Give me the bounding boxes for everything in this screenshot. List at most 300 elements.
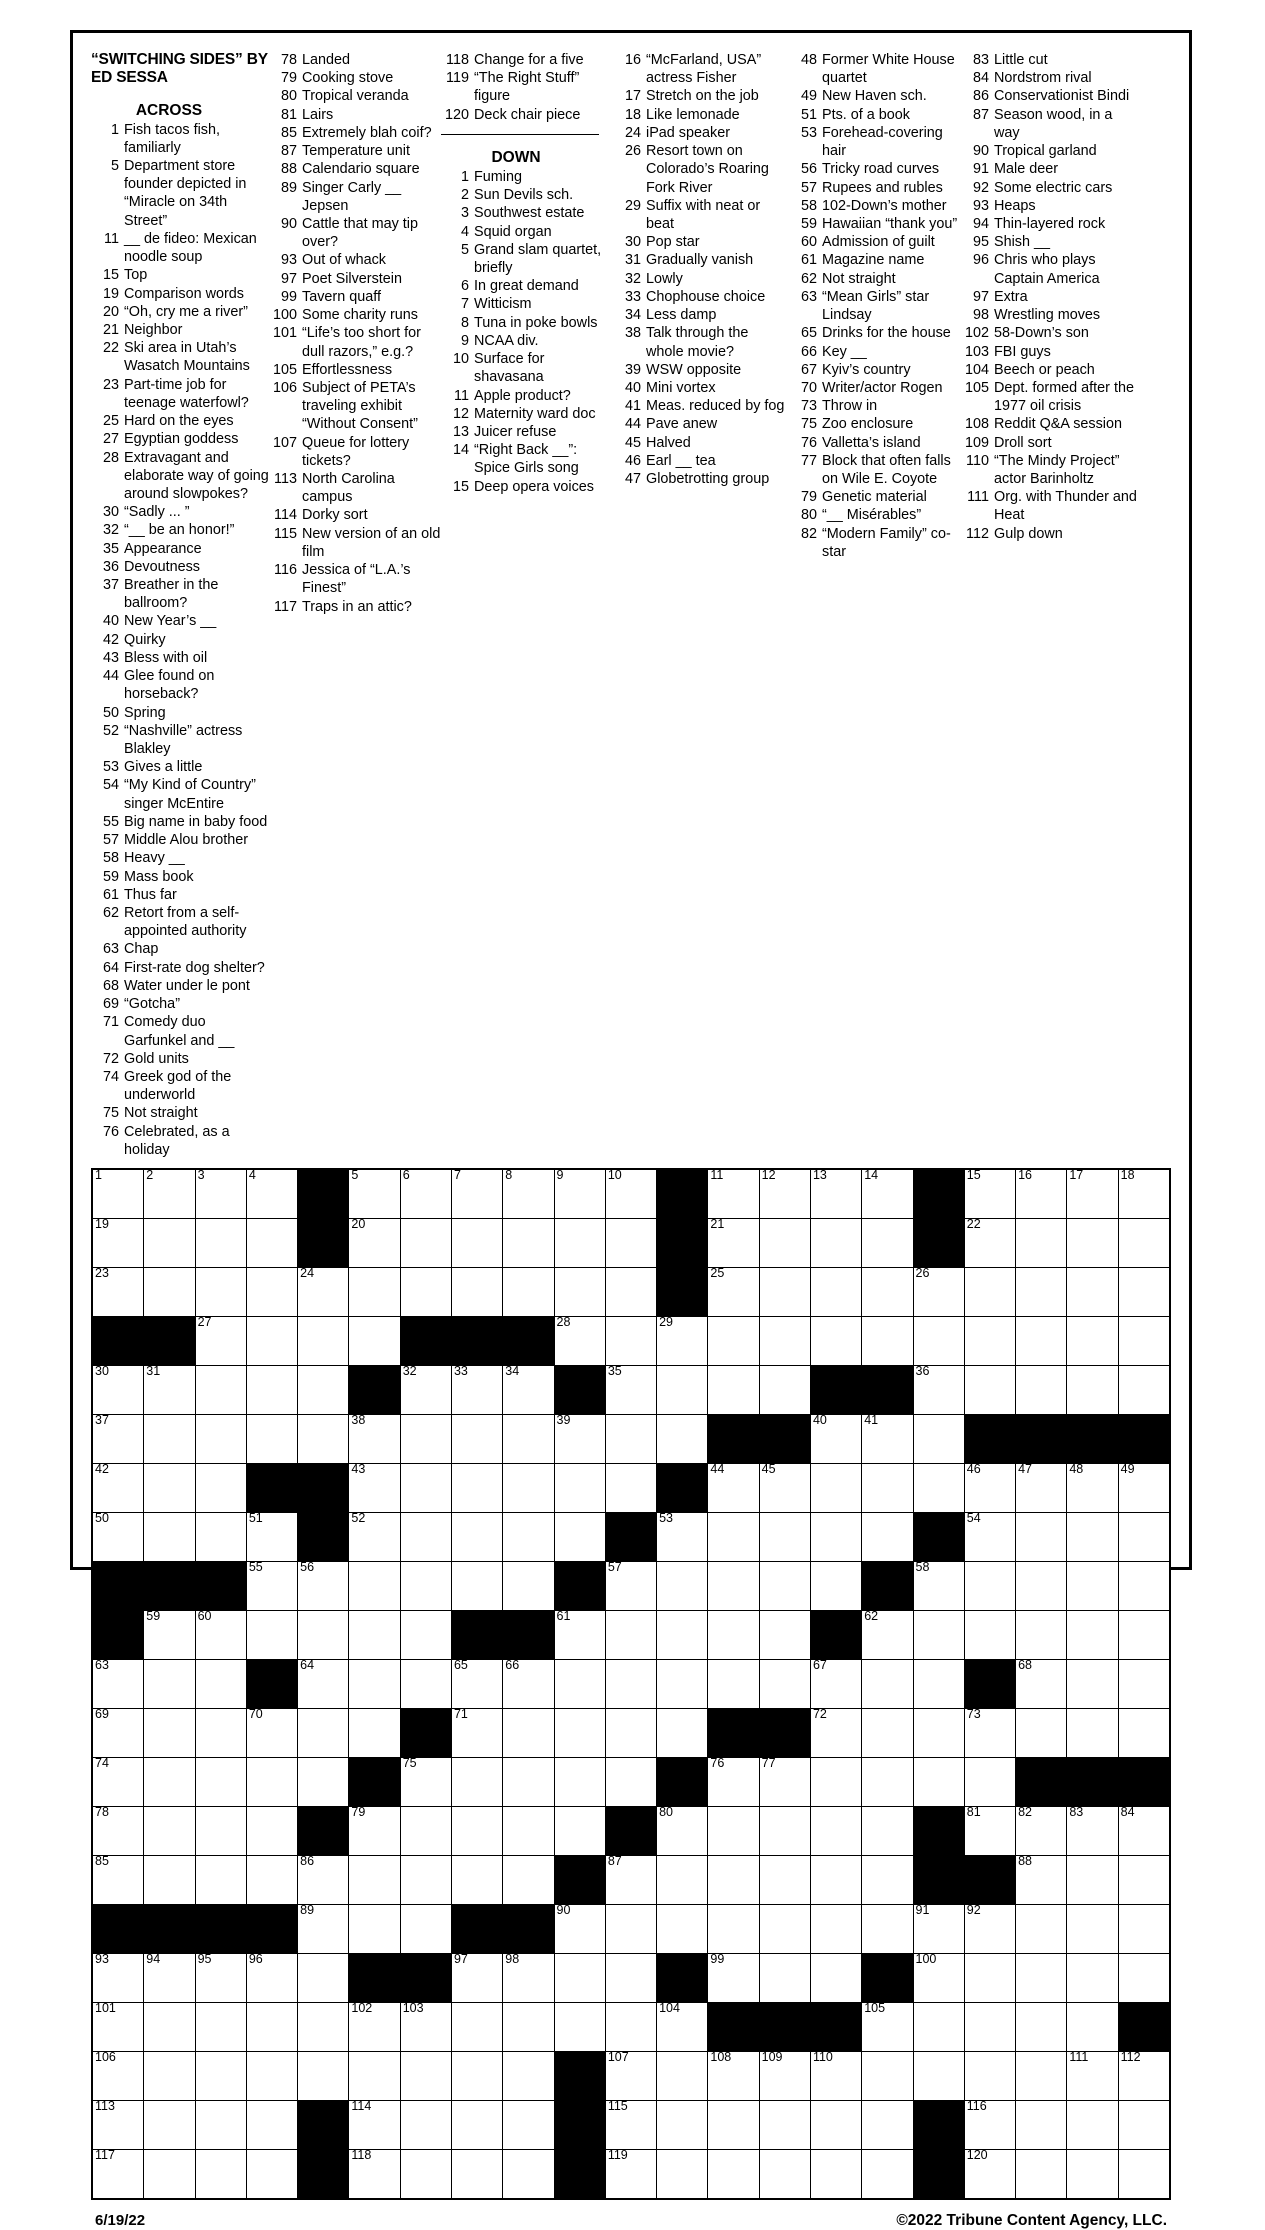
grid-cell[interactable] (1118, 1856, 1170, 1905)
clue-across-30[interactable] (91, 503, 269, 521)
grid-cell[interactable] (964, 2150, 1015, 2200)
clue-across-50[interactable] (91, 704, 269, 722)
clue-across-43[interactable] (91, 649, 269, 667)
grid-cell[interactable] (144, 2150, 195, 2200)
clue-across-22[interactable] (91, 339, 269, 375)
grid-cell[interactable] (400, 2101, 451, 2150)
grid-cell[interactable] (246, 1169, 297, 1219)
grid-cell[interactable] (92, 2003, 144, 2052)
grid-cell[interactable] (810, 1660, 861, 1709)
grid-cell[interactable] (810, 1169, 861, 1219)
grid-cell[interactable] (810, 2052, 861, 2101)
clue-across-20[interactable] (91, 303, 269, 321)
grid-cell[interactable] (862, 1758, 913, 1807)
grid-cell[interactable] (913, 1366, 964, 1415)
grid-cell[interactable] (503, 1807, 554, 1856)
grid-cell[interactable] (964, 2052, 1015, 2101)
grid-cell[interactable] (451, 1415, 502, 1464)
grid-cell[interactable] (246, 2101, 297, 2150)
grid-cell[interactable] (657, 2052, 708, 2101)
grid-cell[interactable] (451, 1856, 502, 1905)
grid-cell[interactable] (1016, 1169, 1067, 1219)
grid-cell[interactable] (195, 2150, 246, 2200)
grid-cell[interactable] (759, 1317, 810, 1366)
grid-cell[interactable] (657, 1856, 708, 1905)
grid-cell[interactable] (246, 1415, 297, 1464)
clue-across-27[interactable] (91, 430, 269, 448)
clue-down-6[interactable] (441, 277, 613, 295)
grid-cell[interactable] (246, 2150, 297, 2200)
clue-down-67[interactable] (789, 361, 961, 379)
grid-cell[interactable] (913, 1954, 964, 2003)
clue-across-57[interactable] (91, 831, 269, 849)
grid-cell[interactable] (246, 1268, 297, 1317)
grid-cell[interactable] (657, 1415, 708, 1464)
grid-cell[interactable] (1016, 2101, 1067, 2150)
grid-cell[interactable] (605, 1611, 656, 1660)
grid-cell[interactable] (144, 1709, 195, 1758)
grid-cell[interactable] (503, 1856, 554, 1905)
grid-cell[interactable] (964, 1464, 1015, 1513)
grid-cell[interactable] (144, 2003, 195, 2052)
grid-cell[interactable] (1016, 1513, 1067, 1562)
clue-across-15[interactable] (91, 266, 269, 284)
grid-cell[interactable] (349, 2052, 400, 2101)
grid-cell[interactable] (451, 1660, 502, 1709)
grid-cell[interactable] (657, 2003, 708, 2052)
clue-down-95[interactable] (961, 233, 1137, 251)
grid-cell[interactable] (554, 1758, 605, 1807)
grid-cell[interactable] (1067, 2052, 1118, 2101)
grid-cell[interactable] (298, 1415, 349, 1464)
grid-cell[interactable] (708, 1562, 759, 1611)
grid-cell[interactable] (810, 1317, 861, 1366)
grid-cell[interactable] (708, 1611, 759, 1660)
clue-down-15[interactable] (441, 478, 613, 496)
grid-cell[interactable] (964, 1905, 1015, 1954)
clue-across-85[interactable] (269, 124, 441, 142)
grid-cell[interactable] (298, 1317, 349, 1366)
grid-cell[interactable] (1118, 2101, 1170, 2150)
grid-cell[interactable] (195, 1464, 246, 1513)
grid-cell[interactable] (708, 1856, 759, 1905)
grid-cell[interactable] (862, 2052, 913, 2101)
grid-cell[interactable] (451, 2052, 502, 2101)
clue-down-86[interactable] (961, 87, 1137, 105)
grid-cell[interactable] (1067, 1611, 1118, 1660)
grid-cell[interactable] (964, 1954, 1015, 2003)
grid-cell[interactable] (451, 1464, 502, 1513)
clue-across-72[interactable] (91, 1050, 269, 1068)
grid-cell[interactable] (1067, 1562, 1118, 1611)
grid-cell[interactable] (400, 1905, 451, 1954)
grid-cell[interactable] (708, 1807, 759, 1856)
clue-down-61[interactable] (789, 251, 961, 269)
grid-cell[interactable] (195, 1268, 246, 1317)
clue-across-44[interactable] (91, 667, 269, 703)
clue-across-28[interactable] (91, 449, 269, 504)
grid-cell[interactable] (400, 1611, 451, 1660)
grid-cell[interactable] (1118, 1562, 1170, 1611)
grid-cell[interactable] (195, 1366, 246, 1415)
grid-cell[interactable] (195, 1709, 246, 1758)
clue-down-48[interactable] (789, 51, 961, 87)
grid-cell[interactable] (144, 2101, 195, 2150)
grid-cell[interactable] (1067, 1709, 1118, 1758)
clue-across-120[interactable] (441, 106, 613, 124)
grid-cell[interactable] (400, 1807, 451, 1856)
grid-cell[interactable] (759, 1366, 810, 1415)
grid-cell[interactable] (1067, 1464, 1118, 1513)
clue-down-39[interactable] (613, 361, 789, 379)
grid-cell[interactable] (1016, 1660, 1067, 1709)
grid-cell[interactable] (92, 1660, 144, 1709)
clue-across-114[interactable] (269, 506, 441, 524)
grid-cell[interactable] (400, 1660, 451, 1709)
grid-cell[interactable] (964, 1758, 1015, 1807)
clue-down-58[interactable] (789, 197, 961, 215)
clue-across-63[interactable] (91, 940, 269, 958)
grid-cell[interactable] (964, 1513, 1015, 1562)
grid-cell[interactable] (1016, 1317, 1067, 1366)
grid-cell[interactable] (451, 1954, 502, 2003)
grid-cell[interactable] (1118, 1905, 1170, 1954)
grid-cell[interactable] (862, 1660, 913, 1709)
grid-cell[interactable] (810, 1268, 861, 1317)
grid-cell[interactable] (451, 1219, 502, 1268)
grid-cell[interactable] (708, 1660, 759, 1709)
grid-cell[interactable] (554, 2003, 605, 2052)
clue-down-76[interactable] (789, 434, 961, 452)
grid-cell[interactable] (554, 1513, 605, 1562)
grid-cell[interactable] (1118, 1660, 1170, 1709)
clue-across-106[interactable] (269, 379, 441, 434)
grid-cell[interactable] (759, 1807, 810, 1856)
grid-cell[interactable] (913, 1611, 964, 1660)
grid-cell[interactable] (554, 1317, 605, 1366)
clue-across-5[interactable] (91, 157, 269, 230)
clue-down-31[interactable] (613, 251, 789, 269)
grid-cell[interactable] (298, 1366, 349, 1415)
grid-cell[interactable] (1016, 1268, 1067, 1317)
clue-across-35[interactable] (91, 540, 269, 558)
clue-down-80[interactable] (789, 506, 961, 524)
grid-cell[interactable] (605, 2101, 656, 2150)
clue-across-80[interactable] (269, 87, 441, 105)
grid-cell[interactable] (759, 2150, 810, 2200)
grid-cell[interactable] (246, 1219, 297, 1268)
grid-cell[interactable] (657, 1366, 708, 1415)
clue-down-30[interactable] (613, 233, 789, 251)
grid-cell[interactable] (503, 1660, 554, 1709)
grid-cell[interactable] (1067, 1169, 1118, 1219)
grid-cell[interactable] (759, 1905, 810, 1954)
grid-cell[interactable] (92, 1169, 144, 1219)
clue-down-56[interactable] (789, 160, 961, 178)
grid-cell[interactable] (605, 2052, 656, 2101)
grid-cell[interactable] (503, 1169, 554, 1219)
grid-cell[interactable] (964, 1611, 1015, 1660)
grid-cell[interactable] (708, 2150, 759, 2200)
grid-cell[interactable] (246, 2003, 297, 2052)
clue-down-110[interactable] (961, 452, 1137, 488)
grid-cell[interactable] (400, 1856, 451, 1905)
clue-down-83[interactable] (961, 51, 1137, 69)
grid-cell[interactable] (862, 1464, 913, 1513)
grid-cell[interactable] (92, 1807, 144, 1856)
grid-cell[interactable] (1118, 1611, 1170, 1660)
clue-down-32[interactable] (613, 270, 789, 288)
grid-cell[interactable] (913, 1660, 964, 1709)
clue-across-76[interactable] (91, 1123, 269, 1159)
grid-cell[interactable] (862, 1905, 913, 1954)
clue-across-53[interactable] (91, 758, 269, 776)
grid-cell[interactable] (349, 1268, 400, 1317)
grid-cell[interactable] (708, 1758, 759, 1807)
clue-across-79[interactable] (269, 69, 441, 87)
grid-cell[interactable] (605, 1366, 656, 1415)
grid-cell[interactable] (1067, 2003, 1118, 2052)
grid-cell[interactable] (708, 1954, 759, 2003)
clue-across-59[interactable] (91, 868, 269, 886)
grid-cell[interactable] (503, 1219, 554, 1268)
grid-cell[interactable] (964, 1169, 1015, 1219)
grid-cell[interactable] (195, 1611, 246, 1660)
grid-cell[interactable] (657, 1513, 708, 1562)
grid-cell[interactable] (246, 1954, 297, 2003)
clue-down-40[interactable] (613, 379, 789, 397)
grid-cell[interactable] (246, 1856, 297, 1905)
clue-down-51[interactable] (789, 106, 961, 124)
grid-cell[interactable] (246, 1317, 297, 1366)
grid-cell[interactable] (1118, 1807, 1170, 1856)
grid-cell[interactable] (964, 2101, 1015, 2150)
clue-down-47[interactable] (613, 470, 789, 488)
grid-cell[interactable] (554, 1464, 605, 1513)
clue-down-5[interactable] (441, 241, 613, 277)
clue-down-44[interactable] (613, 415, 789, 433)
grid-cell[interactable] (451, 1513, 502, 1562)
grid-cell[interactable] (349, 1513, 400, 1562)
grid-cell[interactable] (246, 1611, 297, 1660)
grid-cell[interactable] (1118, 1219, 1170, 1268)
clue-down-10[interactable] (441, 350, 613, 386)
clue-across-75[interactable] (91, 1104, 269, 1122)
grid-cell[interactable] (1016, 2003, 1067, 2052)
clue-across-89[interactable] (269, 179, 441, 215)
grid-cell[interactable] (298, 1856, 349, 1905)
grid-cell[interactable] (759, 1268, 810, 1317)
grid-cell[interactable] (400, 1513, 451, 1562)
grid-cell[interactable] (1067, 1807, 1118, 1856)
grid-cell[interactable] (605, 1562, 656, 1611)
grid-cell[interactable] (298, 1758, 349, 1807)
grid-cell[interactable] (144, 1415, 195, 1464)
grid-cell[interactable] (605, 1464, 656, 1513)
grid-cell[interactable] (92, 1268, 144, 1317)
grid-cell[interactable] (195, 1954, 246, 2003)
clue-down-11[interactable] (441, 387, 613, 405)
clue-across-23[interactable] (91, 376, 269, 412)
grid-cell[interactable] (862, 2150, 913, 2200)
grid-cell[interactable] (349, 1317, 400, 1366)
clue-down-84[interactable] (961, 69, 1137, 87)
clue-across-40[interactable] (91, 612, 269, 630)
grid-cell[interactable] (1016, 1562, 1067, 1611)
grid-cell[interactable] (1118, 1513, 1170, 1562)
grid-cell[interactable] (1118, 1954, 1170, 2003)
grid-cell[interactable] (810, 1513, 861, 1562)
grid-cell[interactable] (913, 2052, 964, 2101)
grid-cell[interactable] (144, 1169, 195, 1219)
grid-cell[interactable] (964, 2003, 1015, 2052)
grid-cell[interactable] (1016, 2150, 1067, 2200)
clue-down-103[interactable] (961, 343, 1137, 361)
grid-cell[interactable] (862, 1268, 913, 1317)
clue-across-78[interactable] (269, 51, 441, 69)
grid-cell[interactable] (810, 2150, 861, 2200)
grid-cell[interactable] (1016, 1954, 1067, 2003)
grid-cell[interactable] (862, 1317, 913, 1366)
grid-cell[interactable] (759, 1219, 810, 1268)
grid-cell[interactable] (349, 2150, 400, 2200)
clue-down-49[interactable] (789, 87, 961, 105)
grid-cell[interactable] (605, 1856, 656, 1905)
clue-across-32[interactable] (91, 521, 269, 539)
grid-cell[interactable] (92, 2101, 144, 2150)
clue-across-64[interactable] (91, 959, 269, 977)
grid-cell[interactable] (759, 1954, 810, 2003)
grid-cell[interactable] (810, 1758, 861, 1807)
clue-down-90[interactable] (961, 142, 1137, 160)
grid-cell[interactable] (605, 1905, 656, 1954)
grid-cell[interactable] (554, 1954, 605, 2003)
clue-down-1[interactable] (441, 168, 613, 186)
grid-cell[interactable] (964, 1562, 1015, 1611)
clue-across-93[interactable] (269, 251, 441, 269)
clue-down-108[interactable] (961, 415, 1137, 433)
grid-cell[interactable] (503, 1513, 554, 1562)
grid-cell[interactable] (708, 1169, 759, 1219)
clue-across-115[interactable] (269, 525, 441, 561)
grid-cell[interactable] (708, 1464, 759, 1513)
grid-cell[interactable] (913, 1709, 964, 1758)
grid-cell[interactable] (451, 1709, 502, 1758)
grid-cell[interactable] (708, 1219, 759, 1268)
clue-across-69[interactable] (91, 995, 269, 1013)
grid-cell[interactable] (349, 2101, 400, 2150)
clue-across-97[interactable] (269, 270, 441, 288)
clue-down-14[interactable] (441, 441, 613, 477)
grid-cell[interactable] (862, 1169, 913, 1219)
grid-cell[interactable] (144, 1219, 195, 1268)
grid-cell[interactable] (195, 1415, 246, 1464)
grid-cell[interactable] (657, 1905, 708, 1954)
clue-down-26[interactable] (613, 142, 789, 197)
grid-cell[interactable] (451, 1366, 502, 1415)
grid-cell[interactable] (349, 1464, 400, 1513)
clue-down-92[interactable] (961, 179, 1137, 197)
grid-cell[interactable] (92, 1758, 144, 1807)
grid-cell[interactable] (657, 2101, 708, 2150)
crossword-grid[interactable] (91, 1168, 1171, 2200)
grid-cell[interactable] (759, 1169, 810, 1219)
grid-cell[interactable] (1016, 1709, 1067, 1758)
clue-down-12[interactable] (441, 405, 613, 423)
grid-cell[interactable] (657, 1562, 708, 1611)
grid-cell[interactable] (1118, 1366, 1170, 1415)
clue-down-112[interactable] (961, 525, 1137, 543)
grid-cell[interactable] (92, 2150, 144, 2200)
clue-across-61[interactable] (91, 886, 269, 904)
grid-cell[interactable] (862, 1219, 913, 1268)
grid-cell[interactable] (1118, 1709, 1170, 1758)
grid-cell[interactable] (708, 2052, 759, 2101)
grid-cell[interactable] (298, 1954, 349, 2003)
clue-down-94[interactable] (961, 215, 1137, 233)
grid-cell[interactable] (862, 1415, 913, 1464)
grid-cell[interactable] (503, 1464, 554, 1513)
grid-cell[interactable] (144, 1464, 195, 1513)
grid-cell[interactable] (1067, 1660, 1118, 1709)
grid-cell[interactable] (298, 1660, 349, 1709)
clue-down-57[interactable] (789, 179, 961, 197)
grid-cell[interactable] (298, 2003, 349, 2052)
grid-cell[interactable] (1016, 1611, 1067, 1660)
grid-cell[interactable] (605, 1709, 656, 1758)
grid-cell[interactable] (554, 1169, 605, 1219)
grid-cell[interactable] (144, 1513, 195, 1562)
clue-across-105[interactable] (269, 361, 441, 379)
grid-cell[interactable] (246, 1562, 297, 1611)
grid-cell[interactable] (144, 1611, 195, 1660)
clue-across-62[interactable] (91, 904, 269, 940)
grid-cell[interactable] (657, 1317, 708, 1366)
grid-cell[interactable] (400, 2052, 451, 2101)
grid-cell[interactable] (1067, 1513, 1118, 1562)
clue-down-53[interactable] (789, 124, 961, 160)
grid-cell[interactable] (298, 1562, 349, 1611)
grid-cell[interactable] (195, 1513, 246, 1562)
grid-cell[interactable] (144, 1660, 195, 1709)
grid-cell[interactable] (1118, 2150, 1170, 2200)
grid-cell[interactable] (92, 1415, 144, 1464)
clue-across-11[interactable] (91, 230, 269, 266)
clue-down-9[interactable] (441, 332, 613, 350)
clue-down-102[interactable] (961, 324, 1137, 342)
grid-cell[interactable] (1118, 2052, 1170, 2101)
grid-cell[interactable] (913, 1317, 964, 1366)
grid-cell[interactable] (708, 1513, 759, 1562)
clue-across-116[interactable] (269, 561, 441, 597)
grid-cell[interactable] (451, 1758, 502, 1807)
grid-cell[interactable] (400, 1169, 451, 1219)
grid-cell[interactable] (1067, 1366, 1118, 1415)
grid-cell[interactable] (92, 1513, 144, 1562)
grid-cell[interactable] (92, 1856, 144, 1905)
grid-cell[interactable] (503, 2150, 554, 2200)
grid-cell[interactable] (759, 1464, 810, 1513)
clue-across-81[interactable] (269, 106, 441, 124)
grid-cell[interactable] (1016, 1219, 1067, 1268)
grid-cell[interactable] (554, 1905, 605, 1954)
grid-cell[interactable] (605, 1219, 656, 1268)
clue-across-68[interactable] (91, 977, 269, 995)
clue-across-107[interactable] (269, 434, 441, 470)
grid-cell[interactable] (503, 1954, 554, 2003)
grid-cell[interactable] (554, 1660, 605, 1709)
grid-cell[interactable] (298, 1709, 349, 1758)
